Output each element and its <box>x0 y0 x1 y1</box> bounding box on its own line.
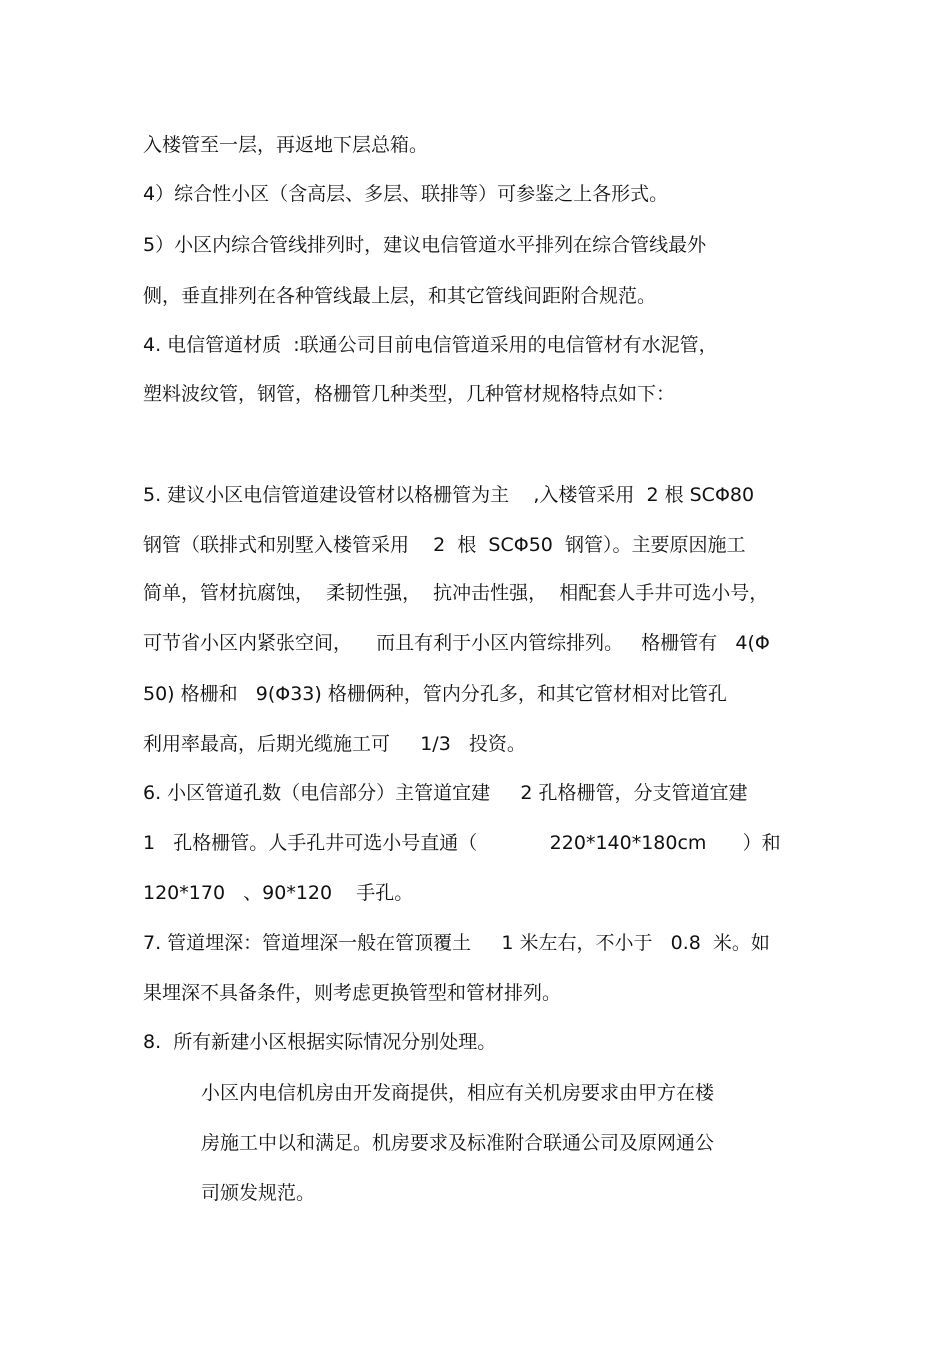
text-line: 可节省小区内紧张空间， 而且有利于小区内管综排列。 格栅管有 4(Φ <box>143 632 770 654</box>
text-line: 利用率最高，后期光缆施工可 1/3 投资。 <box>143 733 526 755</box>
text-line-indented: 司颁发规范。 <box>201 1182 316 1204</box>
text-line-indented: 小区内电信机房由开发商提供，相应有关机房要求由甲方在楼 <box>201 1082 715 1104</box>
text-line: 5. 建议小区电信管道建设管材以格栅管为主 ,入楼管采用 2 根 SCΦ80 <box>143 484 755 506</box>
text-line: 7. 管道埋深：管道埋深一般在管顶覆土 1 米左右，不小于 0.8 米。如 <box>143 932 770 954</box>
text-line: 4）综合性小区（含高层、多层、联排等）可参鉴之上各形式。 <box>143 183 669 205</box>
text-line: 塑料波纹管，钢管，格栅管几种类型，几种管材规格特点如下： <box>143 383 676 405</box>
text-line: 侧，垂直排列在各种管线最上层，和其它管线间距附合规范。 <box>143 285 657 307</box>
text-line: 8. 所有新建小区根据实际情况分别处理。 <box>143 1031 497 1053</box>
text-line: 5）小区内综合管线排列时，建议电信管道水平排列在综合管线最外 <box>143 234 707 256</box>
text-line: 50) 格栅和 9(Φ33) 格栅俩种，管内分孔多，和其它管材相对比管孔 <box>143 683 727 705</box>
text-line-indented: 房施工中以和满足。机房要求及标准附合联通公司及原网通公 <box>201 1132 715 1154</box>
text-line: 钢管（联排式和别墅入楼管采用 2 根 SCΦ50 钢管）。主要原因施工 <box>143 534 746 556</box>
text-line: 入楼管至一层，再返地下层总箱。 <box>143 134 429 156</box>
text-line: 1 孔格栅管。人手孔井可选小号直通（ 220*140*180cm ）和 <box>143 832 781 854</box>
text-line: 果埋深不具备条件，则考虑更换管型和管材排列。 <box>143 982 562 1004</box>
text-line: 简单，管材抗腐蚀， 柔韧性强， 抗冲击性强， 相配套人手井可选小号， <box>143 582 769 604</box>
text-line: 4. 电信管道材质 :联通公司目前电信管道采用的电信管材有水泥管， <box>143 334 718 356</box>
text-line: 6. 小区管道孔数（电信部分）主管道宜建 2 孔格栅管，分支管道宜建 <box>143 782 748 804</box>
text-line: 120*170 、90*120 手孔。 <box>143 882 414 904</box>
